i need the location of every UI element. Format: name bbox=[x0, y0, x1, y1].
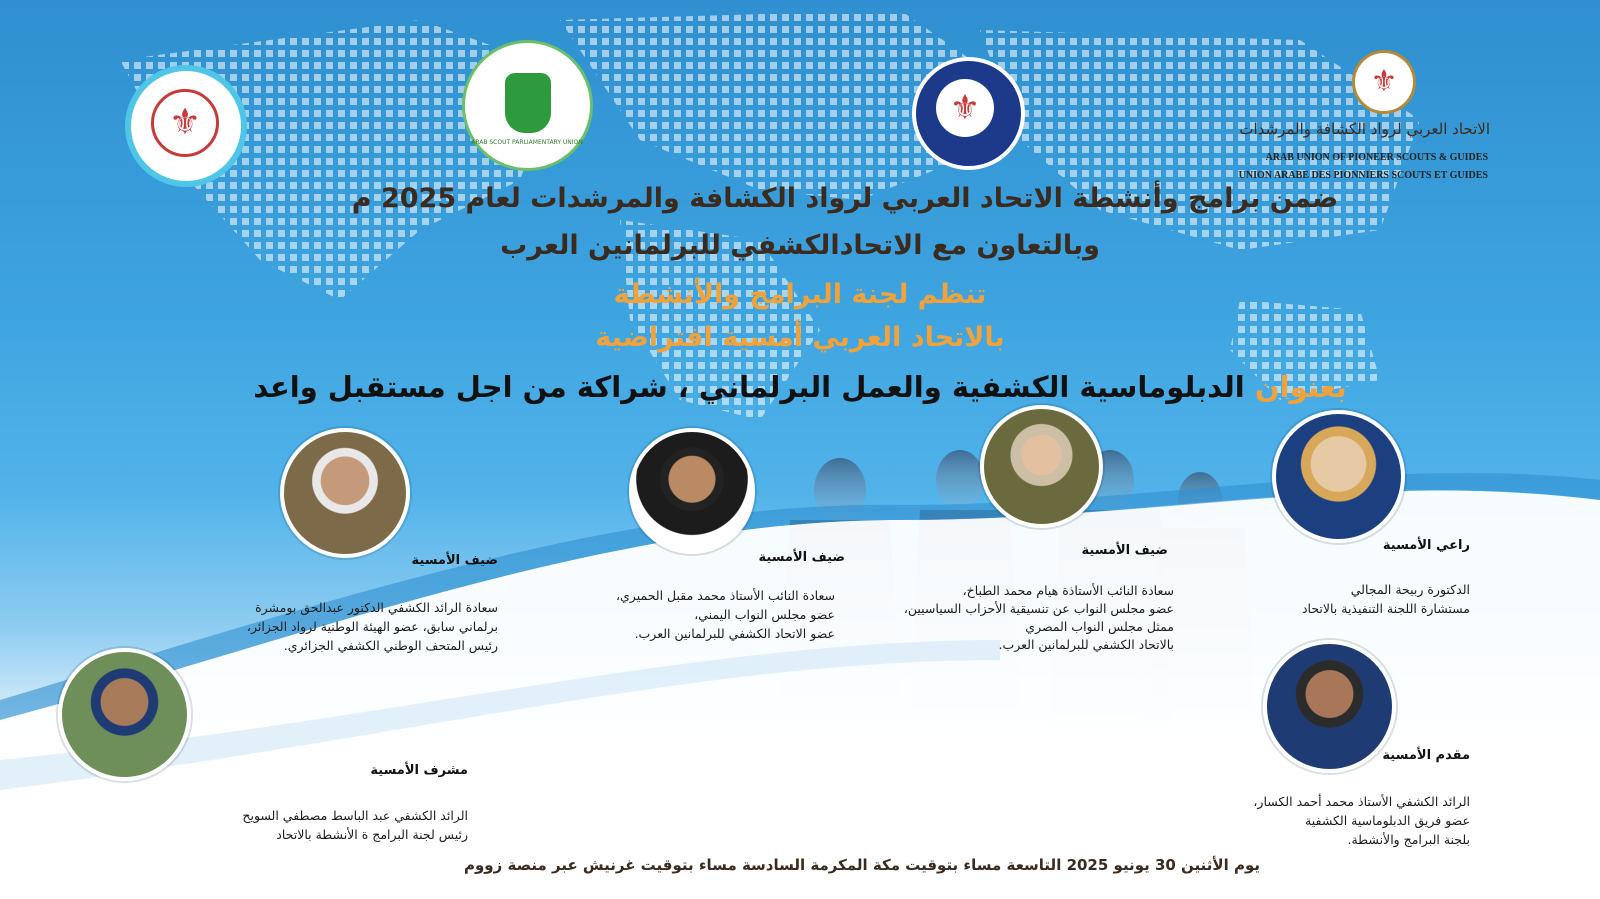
desc-line: ممثل مجلس النواب المصري bbox=[1025, 619, 1174, 634]
headline-line1: ضمن برامج وأنشطة الاتحاد العربي لرواد الكشافة والمرشدات لعام 2025 م bbox=[351, 183, 1339, 214]
photo-guest-yemen bbox=[629, 428, 755, 554]
programs-committee-logo bbox=[912, 57, 1025, 170]
desc-line: بلجنة البرامج والأنشطة. bbox=[1347, 832, 1470, 847]
org-french-name: UNION ARABE DES PIONNIERS SCOUTS ET GUIDES bbox=[1238, 170, 1488, 181]
desc-line: الرائد الكشفي عبد الباسط مصطفي السويح bbox=[242, 808, 468, 823]
arab-union-logo-left bbox=[125, 65, 247, 187]
fleur-de-lis-icon: ⚜ bbox=[1370, 64, 1398, 99]
desc-line: عضو مجلس النواب عن تنسيقية الأحزاب السياسيين، bbox=[903, 601, 1174, 616]
org-english-name: ARAB UNION OF PIONEER SCOUTS & GUIDES bbox=[1265, 152, 1488, 163]
desc-guest-yemen bbox=[616, 586, 835, 643]
role-supervisor: مشرف الأمسية bbox=[370, 763, 468, 778]
event-datetime: يوم الأثنين 30 يونيو 2025 التاسعة مساء بتوقيت مكة المكرمة السادسة مساء بتوقيت غرنيش عبر منصة زووم bbox=[463, 856, 1260, 874]
desc-line: سعادة النائب الأستاذ محمد مقبل الحميري، bbox=[615, 588, 835, 603]
role-guest-yemen: ضيف الأمسية bbox=[758, 550, 845, 565]
photo-guest-algeria bbox=[280, 428, 410, 558]
desc-line: بالاتحاد الكشفي للبرلمانين العرب. bbox=[998, 637, 1174, 652]
event-title-prefix: بعنوان bbox=[1254, 370, 1347, 404]
desc-line: الدكتورة ربيحة المجالي bbox=[1350, 582, 1470, 597]
photo-supervisor bbox=[58, 648, 191, 781]
desc-line: برلماني سابق، عضو الهيئة الوطنية لرواد الجزائر، bbox=[246, 619, 498, 634]
desc-line: عضو الاتحاد الكشفي للبرلمانين العرب. bbox=[634, 626, 835, 641]
desc-presenter bbox=[1253, 792, 1470, 849]
parliament-logo-text: ARAB SCOUT PARLIAMENTARY UNION bbox=[471, 139, 583, 146]
desc-line: مستشارة اللجنة التنفيذية بالاتحاد bbox=[1301, 601, 1470, 616]
desc-line: الرائد الكشفي الأستاذ محمد أحمد الكسار، bbox=[1253, 794, 1470, 809]
role-patron: راعي الأمسية bbox=[1382, 538, 1470, 553]
event-title-text: الدبلوماسية الكشفية والعمل البرلماني ، شراكة من اجل مستقبل واعد bbox=[253, 370, 1245, 404]
role-guest-egypt: ضيف الأمسية bbox=[1081, 543, 1168, 558]
arab-union-logo-right bbox=[1352, 50, 1416, 114]
headline-event-title bbox=[0, 370, 1600, 404]
world-map bbox=[120, 10, 1420, 420]
headline-line3: تنظم لجنة البرامج والأنشطة bbox=[613, 279, 987, 310]
desc-line: عضو مجلس النواب اليمني، bbox=[694, 607, 835, 622]
desc-guest-egypt bbox=[904, 582, 1174, 654]
role-presenter: مقدم الأمسية bbox=[1382, 748, 1470, 763]
desc-guest-algeria bbox=[247, 598, 498, 655]
headline-line4: بالاتحاد العربي أمسية افتراضية bbox=[595, 322, 1005, 353]
desc-supervisor bbox=[242, 806, 468, 844]
photo-guest-egypt bbox=[980, 405, 1103, 528]
role-guest-algeria: ضيف الأمسية bbox=[411, 553, 498, 568]
desc-line: عضو فريق الدبلوماسية الكشفية bbox=[1305, 813, 1470, 828]
hand-icon bbox=[505, 73, 551, 133]
photo-patron bbox=[1272, 410, 1405, 543]
desc-line: رئيس المتحف الوطني الكشفي الجزائري. bbox=[283, 638, 498, 653]
parliament-union-logo bbox=[462, 40, 593, 171]
fleur-de-lis-icon: ⚜ bbox=[936, 79, 994, 137]
org-arabic-name: الاتحاد العربي لرواد الكشافة والمرشدات bbox=[1239, 120, 1490, 138]
desc-line: سعادة النائب الأستاذة هيام محمد الطباخ، bbox=[962, 583, 1174, 598]
desc-line: سعادة الرائد الكشفي الدكتور عبدالحق بومشرة bbox=[255, 600, 498, 615]
desc-line: رئيس لجنة البرامج ة الأنشطة بالاتحاد bbox=[276, 827, 468, 842]
desc-patron bbox=[1302, 580, 1470, 618]
photo-presenter bbox=[1263, 640, 1396, 773]
headline-line2: وبالتعاون مع الاتحادالكشفي للبرلمانين العرب bbox=[500, 230, 1100, 261]
fleur-de-lis-icon: ⚜ bbox=[151, 89, 219, 157]
